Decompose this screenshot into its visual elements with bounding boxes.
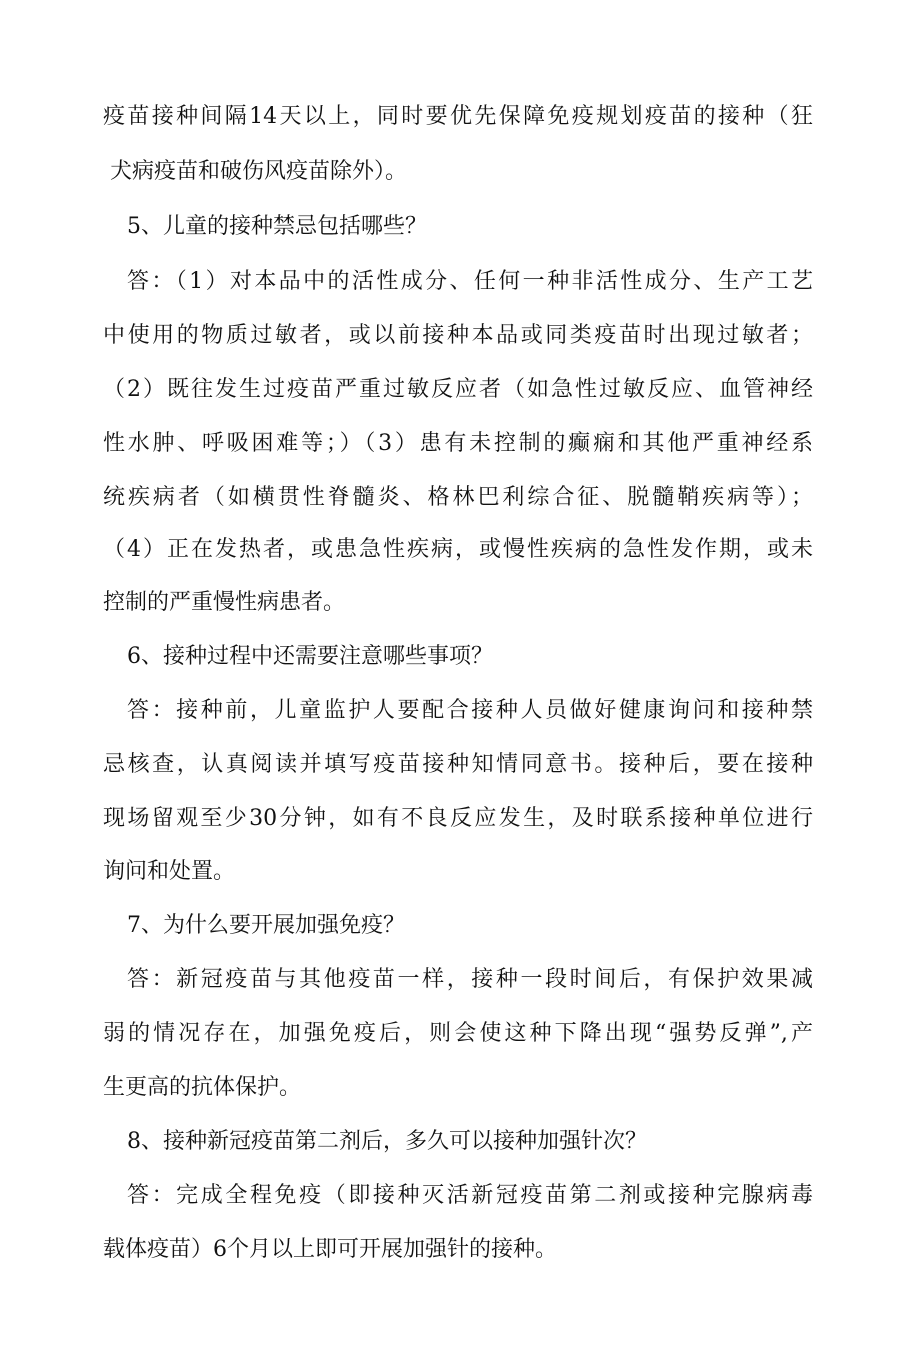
paragraph-line: 询问和处置。 [103, 859, 236, 884]
paragraph-line: 生更高的抗体保护。 [103, 1075, 302, 1100]
question-heading: 7、为什么要开展加强免疫？ [127, 913, 405, 938]
paragraph-line: 忌核查，认真阅读并填写疫苗接种知情同意书。接种后，要在接种 [103, 752, 813, 777]
paragraph-line: 统疾病者（如横贯性脊髓炎、格林巴利综合征、脱髓鞘疾病等）； [103, 485, 813, 510]
paragraph-line: 中使用的物质过敏者，或以前接种本品或同类疫苗时出现过敏者； [103, 323, 813, 348]
paragraph-line: 载体疫苗）6个月以上即可开展加强针的接种。 [103, 1237, 557, 1262]
paragraph-line: 控制的严重慢性病患者。 [103, 590, 346, 615]
paragraph-line: 疫苗接种间隔14天以上，同时要优先保障免疫规划疫苗的接种（狂 [103, 104, 813, 129]
question-heading: 5、儿童的接种禁忌包括哪些？ [127, 214, 427, 239]
paragraph-line: 现场留观至少30分钟，如有不良反应发生，及时联系接种单位进行 [103, 806, 813, 831]
paragraph-line: 性水肿、呼吸困难等；）（3）患有未控制的癫痫和其他严重神经系 [103, 431, 813, 456]
paragraph-line: 答：完成全程免疫（即接种灭活新冠疫苗第二剂或接种完腺病毒 [127, 1183, 813, 1208]
paragraph-line: （2）既往发生过疫苗严重过敏反应者（如急性过敏反应、血管神经 [103, 377, 813, 402]
paragraph-line: 答：接种前，儿童监护人要配合接种人员做好健康询问和接种禁 [127, 698, 813, 723]
paragraph-line: 犬病疫苗和破伤风疫苗除外）。 [110, 159, 408, 184]
paragraph-line: 弱的情况存在，加强免疫后，则会使这种下降出现“强势反弹”,产 [103, 1021, 813, 1046]
paragraph-line: 答：新冠疫苗与其他疫苗一样，接种一段时间后，有保护效果减 [127, 967, 813, 992]
question-heading: 6、接种过程中还需要注意哪些事项？ [127, 644, 493, 669]
paragraph-line: 答：（1）对本品中的活性成分、任何一种非活性成分、生产工艺 [127, 269, 813, 294]
question-heading: 8、接种新冠疫苗第二剂后，多久可以接种加强针次？ [127, 1129, 647, 1154]
paragraph-line: （4）正在发热者，或患急性疾病，或慢性疾病的急性发作期，或未 [103, 537, 813, 562]
